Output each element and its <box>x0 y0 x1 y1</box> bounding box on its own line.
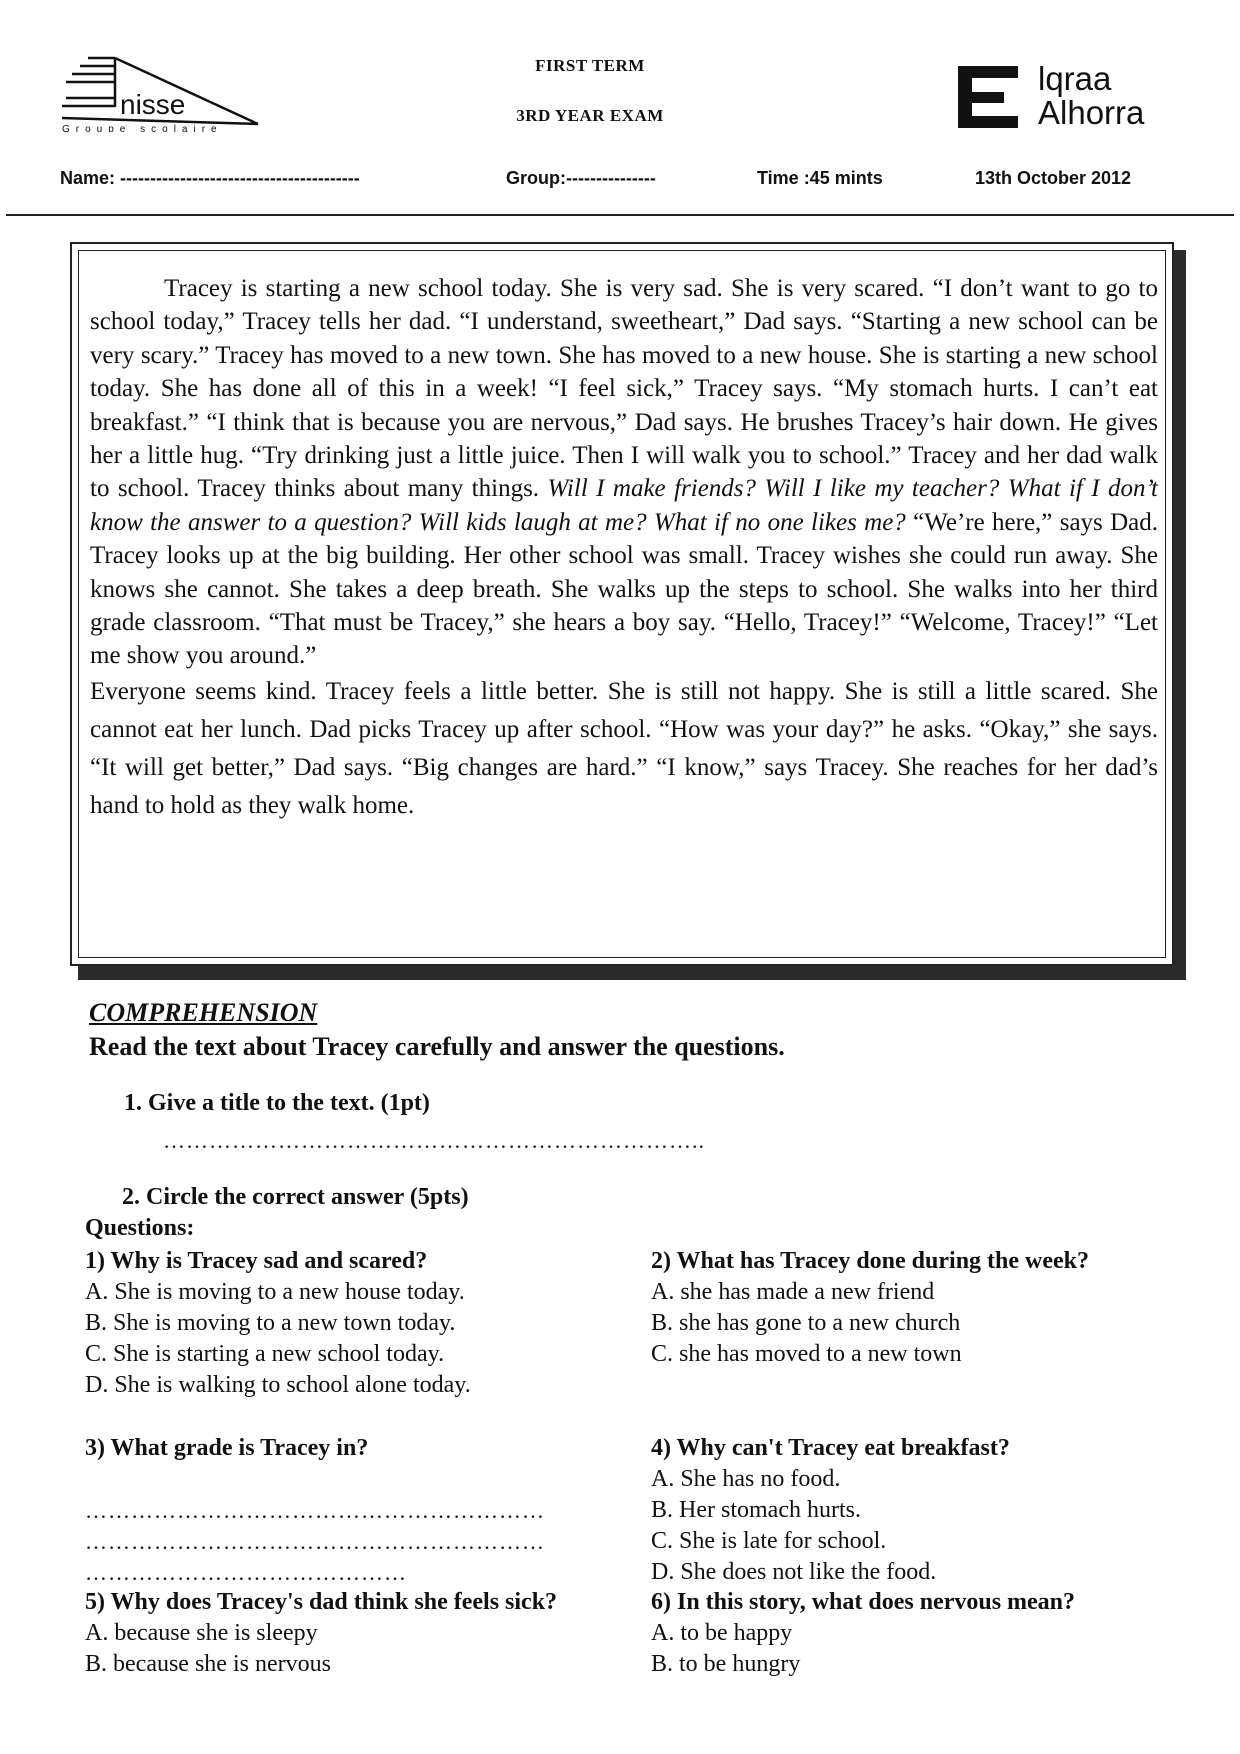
mcq-question: 5) Why does Tracey's dad think she feels sick? <box>85 1589 558 1615</box>
date-label: 13th October 2012 <box>975 168 1132 188</box>
mcq-option[interactable]: A. she has made a new friend <box>651 1279 935 1305</box>
title-answer-line[interactable]: …………………………………………………………….. <box>163 1128 705 1153</box>
passage-box <box>70 242 1174 966</box>
right-logo-line1: lqraa <box>1038 60 1112 97</box>
mcq-option[interactable]: A. She has no food. <box>651 1466 841 1492</box>
questions-label: Questions: <box>85 1215 195 1241</box>
spacer <box>85 1464 645 1495</box>
e-letter-icon <box>958 60 1022 132</box>
passage-p1-start: Tracey is starting a new school today. She is very sad. She is very scared. “I don’t want to go to school today,” Tracey tells her dad. “I understand, sweetheart,” Dad says. “Starting a new school can be very scary.” Tracey has moved to a new town. She has moved to a new house. She is starting a new school today. She has done all of this in a week! “I feel sick,” Tracey says. “My stomach hurts. I can’t eat breakfast.” “I think that is because you are nervous,” Dad says. He brushes Tracey’s hair down. He gives her a little hug. “Try drinking just a little juice. Then I will walk you to school.” Tracey and her dad walk to school. Tracey thinks about many things. <box>90 275 1158 503</box>
mcq-option[interactable]: A. She is moving to a new house today. <box>85 1279 465 1305</box>
mcq-option[interactable]: A. because she is sleepy <box>85 1620 318 1646</box>
mcq-block-2 <box>651 1246 1211 1370</box>
answer-line[interactable]: …………………………………………………… <box>85 1529 545 1554</box>
mcq-option[interactable]: B. she has gone to a new church <box>651 1310 961 1336</box>
question-1-title-prompt: 1. Give a title to the text. (1pt) <box>124 1090 430 1116</box>
mcq-option[interactable]: C. She is starting a new school today. <box>85 1341 445 1367</box>
time-label: Time :45 mints <box>757 168 883 188</box>
open-question: 3) What grade is Tracey in? <box>85 1435 369 1461</box>
exam-term-title: FIRST TERM <box>535 56 645 75</box>
comprehension-heading: COMPREHENSION <box>89 998 318 1027</box>
header-divider <box>6 214 1234 216</box>
mcq-option[interactable]: C. She is late for school. <box>651 1528 887 1554</box>
reading-passage <box>90 272 1158 825</box>
passage-p1-end: “We’re here,” says Dad. Tracey looks up at the big building. Her other school was small. Tracey wishes she could run away. She knows she cannot. She takes a deep breath. She walks up the steps to school. She walks into her third grade classroom. “That must be Tracey,” she hears a boy say. “Hello, Tracey!” “Welcome, Tracey!” “Let me show you around.” <box>90 508 1158 670</box>
exam-year-title: 3RD YEAR EXAM <box>516 106 664 125</box>
mcq-block-4 <box>651 1433 1211 1588</box>
mcq-option[interactable]: D. She is walking to school alone today. <box>85 1372 471 1398</box>
mcq-option[interactable]: A. to be happy <box>651 1620 793 1646</box>
mcq-option[interactable]: B. Her stomach hurts. <box>651 1497 861 1523</box>
mcq-block-6 <box>651 1587 1211 1680</box>
right-logo-line2: Alhorra <box>1038 94 1145 131</box>
school-logo-right <box>958 60 1168 140</box>
mcq-option[interactable]: C. she has moved to a new town <box>651 1341 962 1367</box>
mcq-question: 6) In this story, what does nervous mean? <box>651 1589 1076 1615</box>
open-question-block-3 <box>85 1433 645 1588</box>
mcq-block-5 <box>85 1587 645 1680</box>
mcq-question: 4) Why can't Tracey eat breakfast? <box>651 1435 1010 1461</box>
mcq-block-1 <box>85 1246 645 1401</box>
mcq-option[interactable]: B. She is moving to a new town today. <box>85 1310 456 1336</box>
passage-paragraph-1 <box>90 272 1158 673</box>
passage-p1-italic: Will I make friends? Will I like my teacher? What if I don’t know the answer to a question? Will kids laugh at me? What if no one likes me? <box>90 475 1158 536</box>
group-field[interactable]: Group:--------------- <box>506 168 656 188</box>
mcq-option[interactable]: D. She does not like the food. <box>651 1559 937 1585</box>
name-field[interactable]: Name: ---------------------------------------- <box>60 168 360 188</box>
mcq-option[interactable]: B. because she is nervous <box>85 1651 331 1677</box>
svg-text:nisse: nisse <box>120 89 186 120</box>
mcq-question: 1) Why is Tracey sad and scared? <box>85 1248 428 1274</box>
question-2-circle-prompt: 2. Circle the correct answer (5pts) <box>122 1184 469 1210</box>
school-logo-left <box>60 52 270 132</box>
comprehension-instruction: Read the text about Tracey carefully and answer the questions. <box>89 1032 785 1061</box>
svg-text:Groupe scolaire: Groupe scolaire <box>62 124 223 132</box>
answer-line[interactable]: …………………………………………………… <box>85 1498 545 1523</box>
mcq-option[interactable]: B. to be hungry <box>651 1651 801 1677</box>
passage-paragraph-2: Everyone seems kind. Tracey feels a little better. She is still not happy. She is still a little scared. She cannot eat her lunch. Dad picks Tracey up after school. “How was your day?” he asks. “Okay,” she says. “It will get better,” Dad says. “Big changes are hard.” “I know,” says Tracey. She reaches for her dad’s hand to hold as they walk home. <box>90 677 1158 819</box>
mcq-question: 2) What has Tracey done during the week? <box>651 1248 1090 1274</box>
answer-line[interactable]: …………………………………… <box>85 1560 407 1585</box>
